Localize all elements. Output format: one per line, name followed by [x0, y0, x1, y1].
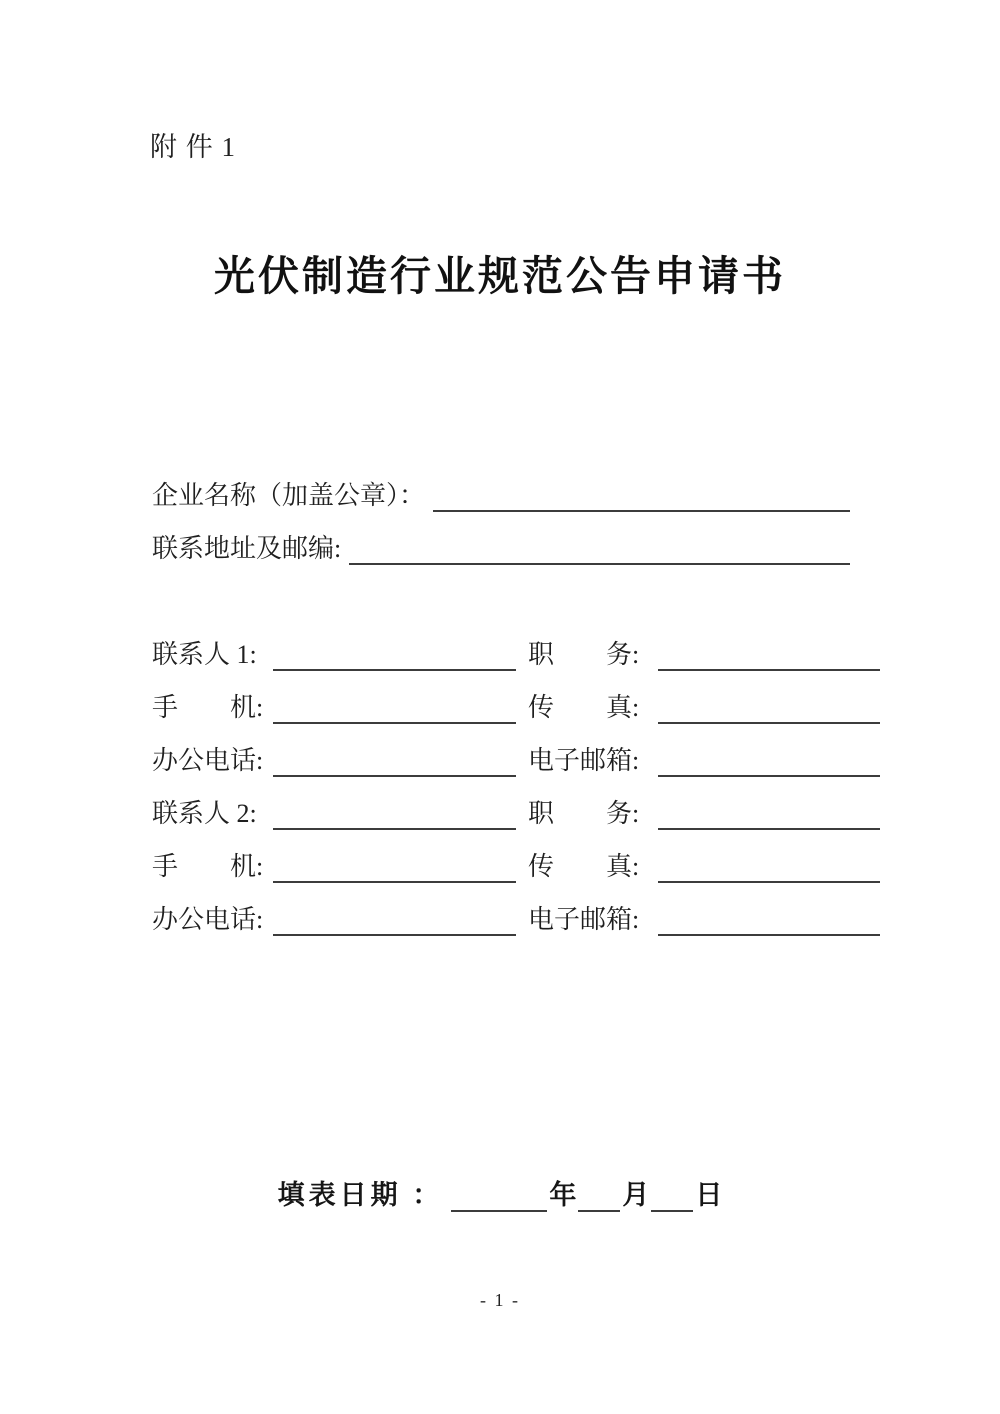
company-name-label: 企业名称（加盖公章）： [152, 481, 426, 510]
contact2-mobile-label: 手 机: [152, 852, 264, 881]
contact1-office-phone-label: 办公电话: [152, 746, 264, 775]
fill-date-label: 填表日期 ： [277, 1180, 444, 1210]
contact1-fax-blank-line [658, 714, 880, 724]
fill-date-row [0, 1176, 1000, 1212]
year-label: 年 [549, 1180, 577, 1210]
contact2-mobile-blank-line [273, 873, 516, 883]
form-area [152, 459, 880, 936]
contact1-position-label: 职 务: [528, 640, 640, 669]
address-blank-line [349, 555, 850, 565]
contact1-office-phone-blank-line [273, 767, 516, 777]
contact1-email-blank-line [658, 767, 880, 777]
contact2-office-phone-row [152, 883, 880, 936]
contact2-fax-label: 传 真: [528, 852, 640, 881]
year-blank-line [451, 1202, 547, 1212]
contact1-name-row [152, 618, 880, 671]
month-blank-line [578, 1202, 620, 1212]
day-label: 日 [695, 1180, 723, 1210]
contact2-email-blank-line [658, 926, 880, 936]
contact2-name-label: 联系人 2: [152, 799, 257, 828]
contact2-mobile-row [152, 830, 880, 883]
document-title: 光伏制造行业规范公告申请书 [214, 253, 786, 299]
contact1-name-label: 联系人 1: [152, 640, 257, 669]
contact1-name-blank-line [273, 661, 516, 671]
address-row [152, 512, 880, 565]
day-blank-line [651, 1202, 693, 1212]
contact1-position-blank-line [658, 661, 880, 671]
contact2-name-blank-line [273, 820, 516, 830]
blank-spacer-row [152, 565, 880, 618]
page-number: - 1 - [480, 1290, 520, 1310]
contact2-email-label: 电子邮箱: [528, 905, 640, 934]
contact2-fax-blank-line [658, 873, 880, 883]
contact1-mobile-row [152, 671, 880, 724]
attachment-label: 附 件 1 [150, 132, 236, 162]
contact2-office-phone-blank-line [273, 926, 516, 936]
contact2-name-row [152, 777, 880, 830]
contact1-office-phone-row [152, 724, 880, 777]
contact2-position-blank-line [658, 820, 880, 830]
contact2-position-label: 职 务: [528, 799, 640, 828]
address-label: 联系地址及邮编: [152, 534, 342, 563]
company-name-blank-line [433, 502, 850, 512]
contact2-office-phone-label: 办公电话: [152, 905, 264, 934]
contact1-mobile-label: 手 机: [152, 693, 264, 722]
month-label: 月 [622, 1180, 650, 1210]
contact1-email-label: 电子邮箱: [528, 746, 640, 775]
contact1-mobile-blank-line [273, 714, 516, 724]
contact1-fax-label: 传 真: [528, 693, 640, 722]
company-name-row [152, 459, 880, 512]
